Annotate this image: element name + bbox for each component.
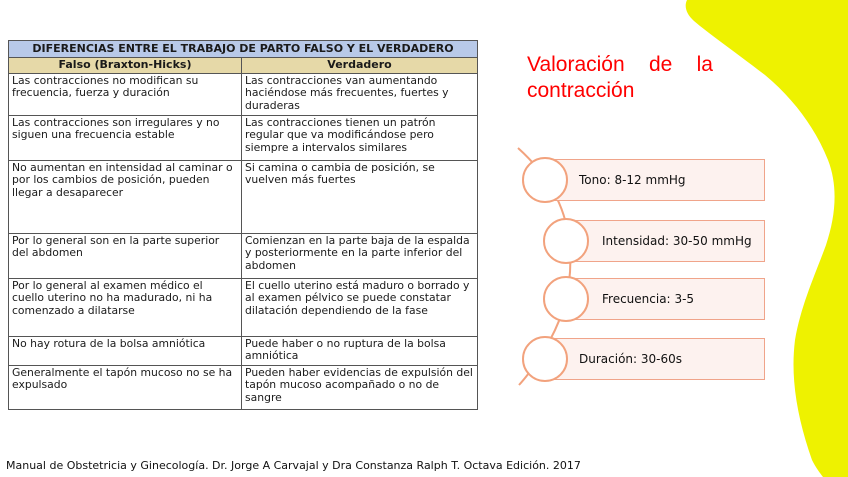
heading-word: la xyxy=(696,53,713,76)
item-label: Intensidad: xyxy=(602,234,670,248)
table-cell: Puede haber o no ruptura de la bolsa amniótica xyxy=(242,336,478,365)
source-citation: Manual de Obstetricia y Ginecología. Dr. Jorge A Carvajal y Dra Constanza Ralph T. Octava Edición. 2017 xyxy=(6,459,581,472)
table-row xyxy=(9,233,478,278)
slide-heading xyxy=(527,52,713,104)
table-cell: Comienzan en la parte baja de la espalda y posteriormente en la parte inferior del abdomen xyxy=(242,233,478,278)
item-value: 30-50 mmHg xyxy=(672,234,752,248)
table-title: DIFERENCIAS ENTRE EL TRABAJO DE PARTO FALSO Y EL VERDADERO xyxy=(9,41,478,58)
heading-line-2: contracción xyxy=(527,79,635,102)
table-row xyxy=(9,336,478,365)
table-row xyxy=(9,278,478,336)
item-label: Duración: xyxy=(579,352,638,366)
item-value: 3-5 xyxy=(674,292,695,306)
table-row xyxy=(9,73,478,115)
heading-word: Valoración xyxy=(527,53,625,76)
table-cell: No aumentan en intensidad al caminar o por los cambios de posición, pueden llegar a desaparecer xyxy=(9,160,242,233)
table-cell: Si camina o cambia de posición, se vuelven más fuertes xyxy=(242,160,478,233)
timeline-node xyxy=(522,336,568,382)
column-header-falso: Falso (Braxton-Hicks) xyxy=(9,58,242,74)
table-row xyxy=(9,160,478,233)
table-cell: Generalmente el tapón mucoso no se ha expulsado xyxy=(9,365,242,409)
item-label: Tono: xyxy=(579,173,611,187)
table-cell: Las contracciones van aumentando haciéndose más frecuentes, fuertes y duraderas xyxy=(242,73,478,115)
table-row xyxy=(9,365,478,409)
item-value: 8-12 mmHg xyxy=(614,173,686,187)
column-header-verdadero: Verdadero xyxy=(242,58,478,74)
table-cell: Por lo general son en la parte superior del abdomen xyxy=(9,233,242,278)
table-row xyxy=(9,115,478,160)
table-cell: No hay rotura de la bolsa amniótica xyxy=(9,336,242,365)
timeline-node xyxy=(522,157,568,203)
contraction-item-tono xyxy=(547,159,765,201)
heading-word: de xyxy=(648,53,673,76)
contraction-item-intensidad xyxy=(569,220,765,262)
table-cell: El cuello uterino está maduro o borrado y al examen pélvico se puede constatar dilatación dependiendo de la fase xyxy=(242,278,478,336)
timeline-node xyxy=(543,218,589,264)
contraction-item-frecuencia xyxy=(569,278,765,320)
item-value: 30-60s xyxy=(640,352,683,366)
comparison-table xyxy=(8,40,478,410)
table-cell: Las contracciones son irregulares y no siguen una frecuencia estable xyxy=(9,115,242,160)
item-label: Frecuencia: xyxy=(602,292,671,306)
table-cell: Por lo general al examen médico el cuello uterino no ha madurado, ni ha comenzado a dilatarse xyxy=(9,278,242,336)
table-cell: Las contracciones tienen un patrón regular que va modificándose pero siempre a intervalos similares xyxy=(242,115,478,160)
timeline-node xyxy=(543,276,589,322)
table-cell: Las contracciones no modifican su frecuencia, fuerza y duración xyxy=(9,73,242,115)
table-cell: Pueden haber evidencias de expulsión del tapón mucoso acompañado o no de sangre xyxy=(242,365,478,409)
contraction-item-duracion xyxy=(547,338,765,380)
